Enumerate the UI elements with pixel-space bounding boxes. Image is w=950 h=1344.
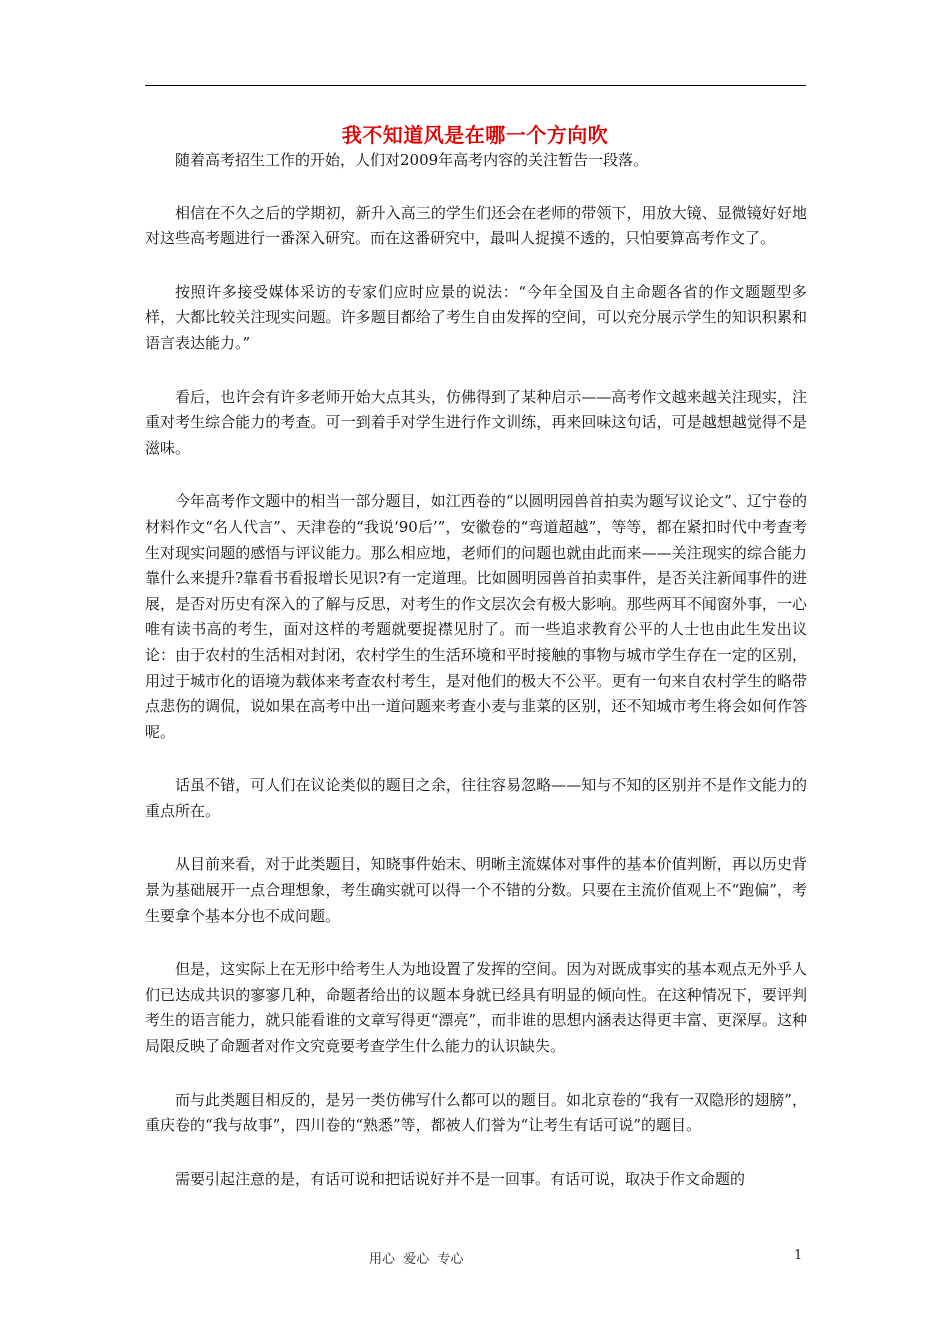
paragraph-2: 相信在不久之后的学期初，新升入高三的学生们还会在老师的带领下，用放大镜、显微镜好好地对这些高考题进行一番深入研究。而在这番研究中，最叫人捉摸不透的，只怕要算高考作文了。 xyxy=(145,203,807,248)
paragraph-9: 而与此类题目相反的，是另一类仿佛写什么都可以的题目。如北京卷的“我有一双隐形的翅膀”，重庆卷的“我与故事”，四川卷的“熟悉”等，都被人们誉为“让考生有话可说”的题目。 xyxy=(145,1090,807,1135)
document-body xyxy=(145,148,807,1220)
paragraph-5: 今年高考作文题中的相当一部分题目，如江西卷的“以圆明园兽首拍卖为题写议论文”、辽宁卷的材料作文“名人代言”、天津卷的“我说‘90后’”，安徽卷的“弯道超越”，等等，都在紧扣时代中考查考生对现实问题的感悟与评议能力。那么相应地，老师们的问题也就由此而来——关注现实的综合能力靠什么来提升?靠看书看报增长见识?有一定道理。比如圆明园兽首拍卖事件，是否关注新闻事件的进展，是否对历史有深入的了解与反思，对考生的作文层次会有极大影响。那些两耳不闻窗外事，一心唯有读书高的考生，面对这样的考题就要捉襟见肘了。而一些追求教育公平的人士也由此生发出议论：由于农村的生活相对封闭，农村学生的生活环境和平时接触的事物与城市学生存在一定的区别，用过于城市化的语境为载体来考查农村考生，是对他们的极大不公平。更有一句来自农村学生的略带点悲伤的调侃，说如果在高考中出一道问题来考查小麦与韭菜的区别，还不知城市考生将会如何作答呢。 xyxy=(145,492,807,741)
paragraph-4: 看后，也许会有许多老师开始大点其头，仿佛得到了某种启示——高考作文越来越关注现实，注重对考生综合能力的考查。可一到着手对学生进行作文训练，再来回味这句话，可是越想越觉得不是滋味。 xyxy=(145,387,807,457)
paragraph-8: 但是，这实际上在无形中给考生人为地设置了发挥的空间。因为对既成事实的基本观点无外乎人们已达成共识的寥寥几种，命题者给出的议题本身就已经具有明显的倾向性。在这种情况下，要评判考生的语言能力，就只能看谁的文章写得更“漂亮”，而非谁的思想内涵表达得更丰富、更深厚。这种局限反映了命题者对作文究竟要考查学生什么能力的认识缺失。 xyxy=(145,960,807,1056)
paragraph-1: 随着高考招生工作的开始，人们对2009年高考内容的关注暂告一段落。 xyxy=(175,151,649,169)
paragraph-3: 按照许多接受媒体采访的专家们应时应景的说法：“今年全国及自主命题各省的作文题题型多样，大都比较关注现实问题。许多题目都给了考生自由发挥的空间，可以充分展示学生的知识积累和语言表达能力。” xyxy=(145,282,807,352)
document-title: 我不知道风是在哪一个方向吹 xyxy=(341,123,609,147)
paragraph-6: 话虽不错，可人们在议论类似的题目之余，往往容易忽略——知与不知的区别并不是作文能力的重点所在。 xyxy=(145,776,807,820)
page-number: 1 xyxy=(794,1248,803,1263)
paragraph-7: 从目前来看，对于此类题目，知晓事件始末、明晰主流媒体对事件的基本价值判断，再以历史背景为基础展开一点合理想象，考生确实就可以得一个不错的分数。只要在主流价值观上不“跑偏”，考生要拿个基本分也不成问题。 xyxy=(145,855,807,925)
paragraph-10: 需要引起注意的是，有话可说和把话说好并不是一回事。有话可说，取决于作文命题的 xyxy=(175,1169,746,1188)
footer-motto: 用心 爱心 专心 xyxy=(369,1252,464,1267)
header-rule xyxy=(145,85,806,86)
